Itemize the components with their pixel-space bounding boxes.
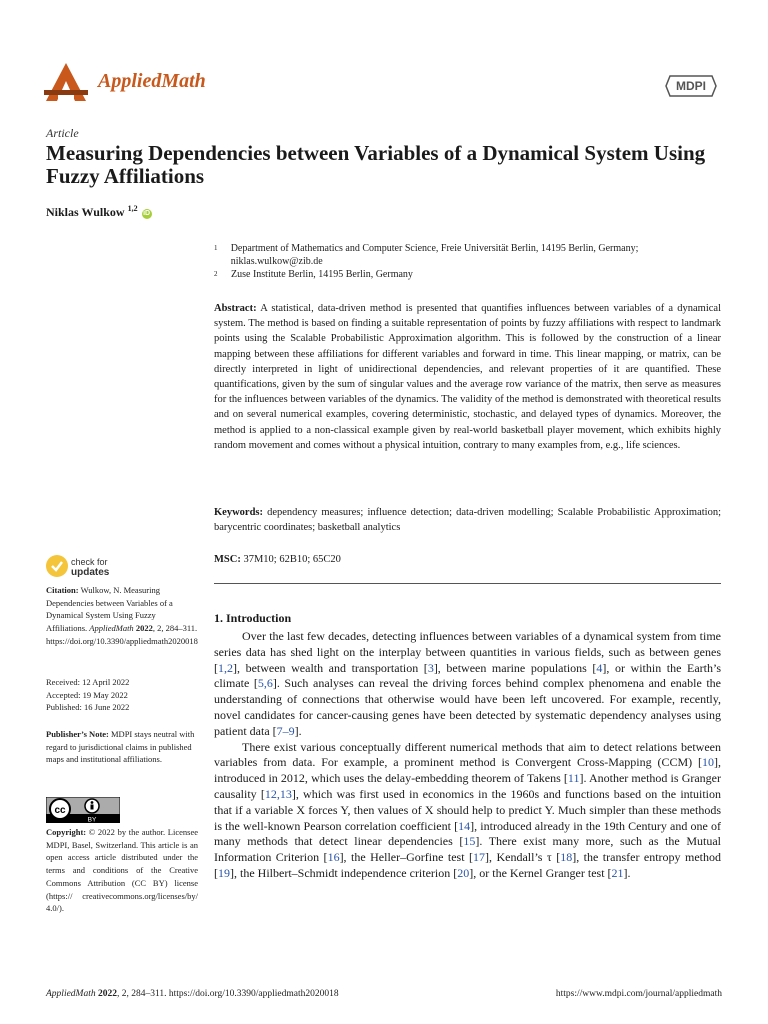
reference-link[interactable]: 10	[702, 755, 714, 770]
reference-link[interactable]: 19	[218, 865, 230, 880]
reference-link[interactable]: 16	[327, 850, 340, 865]
keywords-label: Keywords:	[214, 507, 263, 518]
appliedmath-logo	[44, 62, 88, 102]
reference-link[interactable]: 3	[427, 660, 434, 675]
svg-text:MDPI: MDPI	[676, 79, 706, 93]
affiliation-text: Department of Mathematics and Computer Science, Freie Universität Berlin, 14195 Berlin, Germany; niklas.wulkow@zib.de	[230, 243, 639, 267]
footer-journal-url[interactable]: https://www.mdpi.com/journal/appliedmath	[555, 989, 722, 999]
keywords	[214, 505, 721, 535]
abstract	[214, 301, 721, 453]
accepted-date: Accepted: 19 May 2022	[46, 689, 128, 700]
reference-link[interactable]: 5,6	[257, 676, 273, 691]
reference-link[interactable]: 11	[567, 771, 580, 786]
check-updates-line1: check for	[71, 557, 108, 567]
reference-link[interactable]: 15	[463, 834, 476, 849]
section-divider	[214, 583, 721, 584]
publisher-note-label: Publisher’s Note:	[46, 729, 109, 739]
affiliation-number: 2	[214, 270, 218, 278]
check-updates-icon	[46, 555, 68, 577]
reference-link[interactable]: 12,13	[264, 786, 292, 801]
citation-text: Wulkow, N. Measuring Dependencies between Variables of a Dynamical System Using Fuzzy Affiliations.	[46, 585, 173, 634]
copyright-label: Copyright:	[46, 827, 87, 837]
published-date: Published: 16 June 2022	[46, 702, 130, 713]
check-updates-line2: updates	[71, 567, 110, 578]
reference-link[interactable]: 17	[473, 850, 486, 865]
paragraph-text: ], between marine populations [	[433, 660, 597, 675]
footer-year: 2022	[97, 989, 117, 999]
author-line	[46, 204, 152, 220]
paragraph-text: ].	[623, 865, 631, 880]
paragraph-text: ]. There exist many more, such as the Mutual Information Criterion [	[214, 834, 721, 865]
paragraph-text: ]. Another method is Granger causality [	[214, 771, 722, 801]
reference-link[interactable]: 21	[611, 865, 624, 880]
article-type: Article	[46, 126, 79, 140]
paragraph-text: ], which was first used in economics in the 1960s and functions based on the intuition that if a variable X forces Y, then values of X should help to predict Y. Much simpler than these methods is the well-known Pearson correlation coefficient [	[214, 786, 721, 833]
footer-journal: AppliedMath	[46, 989, 96, 999]
citation-block	[46, 584, 198, 648]
journal-name[interactable]: AppliedMath	[98, 70, 206, 92]
abstract-label: Abstract:	[214, 303, 257, 314]
footer-doi[interactable]: , 2, 284–311. https://doi.org/10.3390/appliedmath2020018	[116, 989, 339, 999]
reference-link[interactable]: 18	[560, 850, 573, 865]
affiliations	[214, 242, 724, 281]
reference-link[interactable]: 1,2	[218, 660, 233, 675]
svg-text:cc: cc	[54, 805, 66, 816]
msc-text: 37M10; 62B10; 65C20	[243, 554, 341, 565]
check-updates-label	[71, 557, 109, 578]
paragraph-text: Over the last few decades, detecting influences between variables of a dynamical system from time series data has shed light on the interplay between quantities in various fields, such as between genes [	[214, 629, 721, 675]
received-date: Received: 12 April 2022	[46, 677, 130, 687]
msc-label: MSC:	[214, 554, 241, 565]
paper-title: Measuring Dependencies between Variables of a Dynamical System Using Fuzzy Affiliations	[46, 141, 706, 188]
reference-link[interactable]: 7–9	[276, 723, 295, 738]
msc-codes	[214, 552, 721, 567]
citation-link[interactable]: , 2, 284–311. https://doi.org/10.3390/appliedmath2020018	[46, 623, 198, 646]
citation-journal: AppliedMath	[89, 623, 134, 634]
paragraph-text: ], the Hilbert–Schmidt independence criterion [	[230, 865, 458, 880]
citation-label: Citation:	[46, 585, 79, 595]
affiliation-number: 1	[214, 244, 218, 252]
cc-by-license-icon[interactable]	[46, 797, 120, 823]
copyright-text: © 2022 by the author. Licensee MDPI, Basel, Switzerland. This article is an open access article distributed under the terms and conditions of the Creative Commons Attribution (CC BY) license (https:// creativecommons.org/licenses/by/ 4.0/).	[46, 827, 198, 914]
paragraph-text: ], introduced already in the 19th Century and one of many methods that detect linear dependencies [	[214, 818, 722, 849]
paragraph-text: ], Kendall’s τ [	[485, 850, 561, 865]
paragraph-text: ], introduced in 2012, which uses the delay-embedding theorem of Takens [	[214, 755, 721, 786]
affiliation-text: Zuse Institute Berlin, 14195 Berlin, Germany	[231, 269, 413, 280]
reference-link[interactable]: 14	[458, 818, 471, 833]
paragraph-text: ], between wealth and transportation [	[233, 660, 428, 675]
check-for-updates-badge[interactable]	[46, 555, 156, 579]
paragraph-text: ]. Such analyses can reveal the driving forces behind complex phenomena and enable the understanding of connections that otherwise would have been left uncovered. For example, recently, novel candidates for cancer-causing genes have been detected by systematic dependency analyses using patient data [	[214, 676, 721, 738]
paragraph-text: ], or the Kernel Granger test [	[469, 865, 612, 880]
abstract-text: A statistical, data-driven method is presented that quantifies influences between variables of a dynamical system. The method is based on finding a suitable representation of points by fuzzy affiliations with respect to landmark points using the Scalable Probabilistic Approximation algorithm. This is followed by the construction of a linear mapping between these affiliations for different variables and forward in time. This linear mapping, or matrix, can be directly interpreted in light of unidirectional dependencies, and relevant properties of it are quantified. These quantifications, given by the sum of singular values and the average row variance of the matrix, then serve as measures for the influences between variables of the dynamics. The validity of the method is demonstrated with theoretical results and on several numerical examples, covering deterministic, stochastic, and delayed types of dynamics. Moreover, the method is applied to a non-classical example given by real-world basketball player movement, which exhibits highly random movement and comes without a physical intuition, contrary to many examples from, e.g., life sciences.	[214, 303, 721, 451]
mdpi-logo[interactable]	[664, 72, 718, 100]
publisher-note	[46, 728, 198, 766]
svg-text:BY: BY	[87, 816, 97, 823]
affiliation-item	[214, 242, 724, 268]
keywords-text: dependency measures; influence detection; data-driven modelling; Scalable Probabilistic Approximation; barycentric coordinates; basketball analytics	[214, 507, 721, 534]
paragraph-text: ], the Heller–Gorfine test [	[339, 850, 474, 865]
author-affiliation-marks: 1,2	[127, 204, 138, 213]
reference-link[interactable]: 4	[596, 660, 603, 675]
author-name[interactable]: Niklas Wulkow	[46, 205, 125, 219]
affiliation-item	[214, 268, 724, 281]
publication-dates	[46, 676, 198, 714]
copyright-notice	[46, 826, 198, 915]
paragraph-text: There exist various conceptually different numerical methods that aim to detect relations between variables from data. For example, a prominent method is Convergent Cross-Mapping (CCM) [	[214, 739, 721, 770]
citation-year: 2022	[135, 623, 153, 634]
paragraph	[214, 629, 721, 740]
paragraph-text: ], the transfer entropy method [	[214, 850, 722, 880]
orcid-icon[interactable]: iD	[143, 210, 151, 217]
paragraph	[214, 740, 721, 882]
section-heading: 1. Introduction	[214, 611, 292, 625]
reference-link[interactable]: 20	[457, 865, 470, 880]
publisher-note-text: MDPI stays neutral with regard to jurisdictional claims in published maps and institutional affiliations.	[46, 729, 195, 765]
introduction-body	[214, 629, 721, 882]
paragraph-text: ].	[294, 723, 302, 738]
paragraph-text: ], or within the Earth’s climate [	[214, 660, 722, 691]
footer-citation	[46, 989, 339, 999]
